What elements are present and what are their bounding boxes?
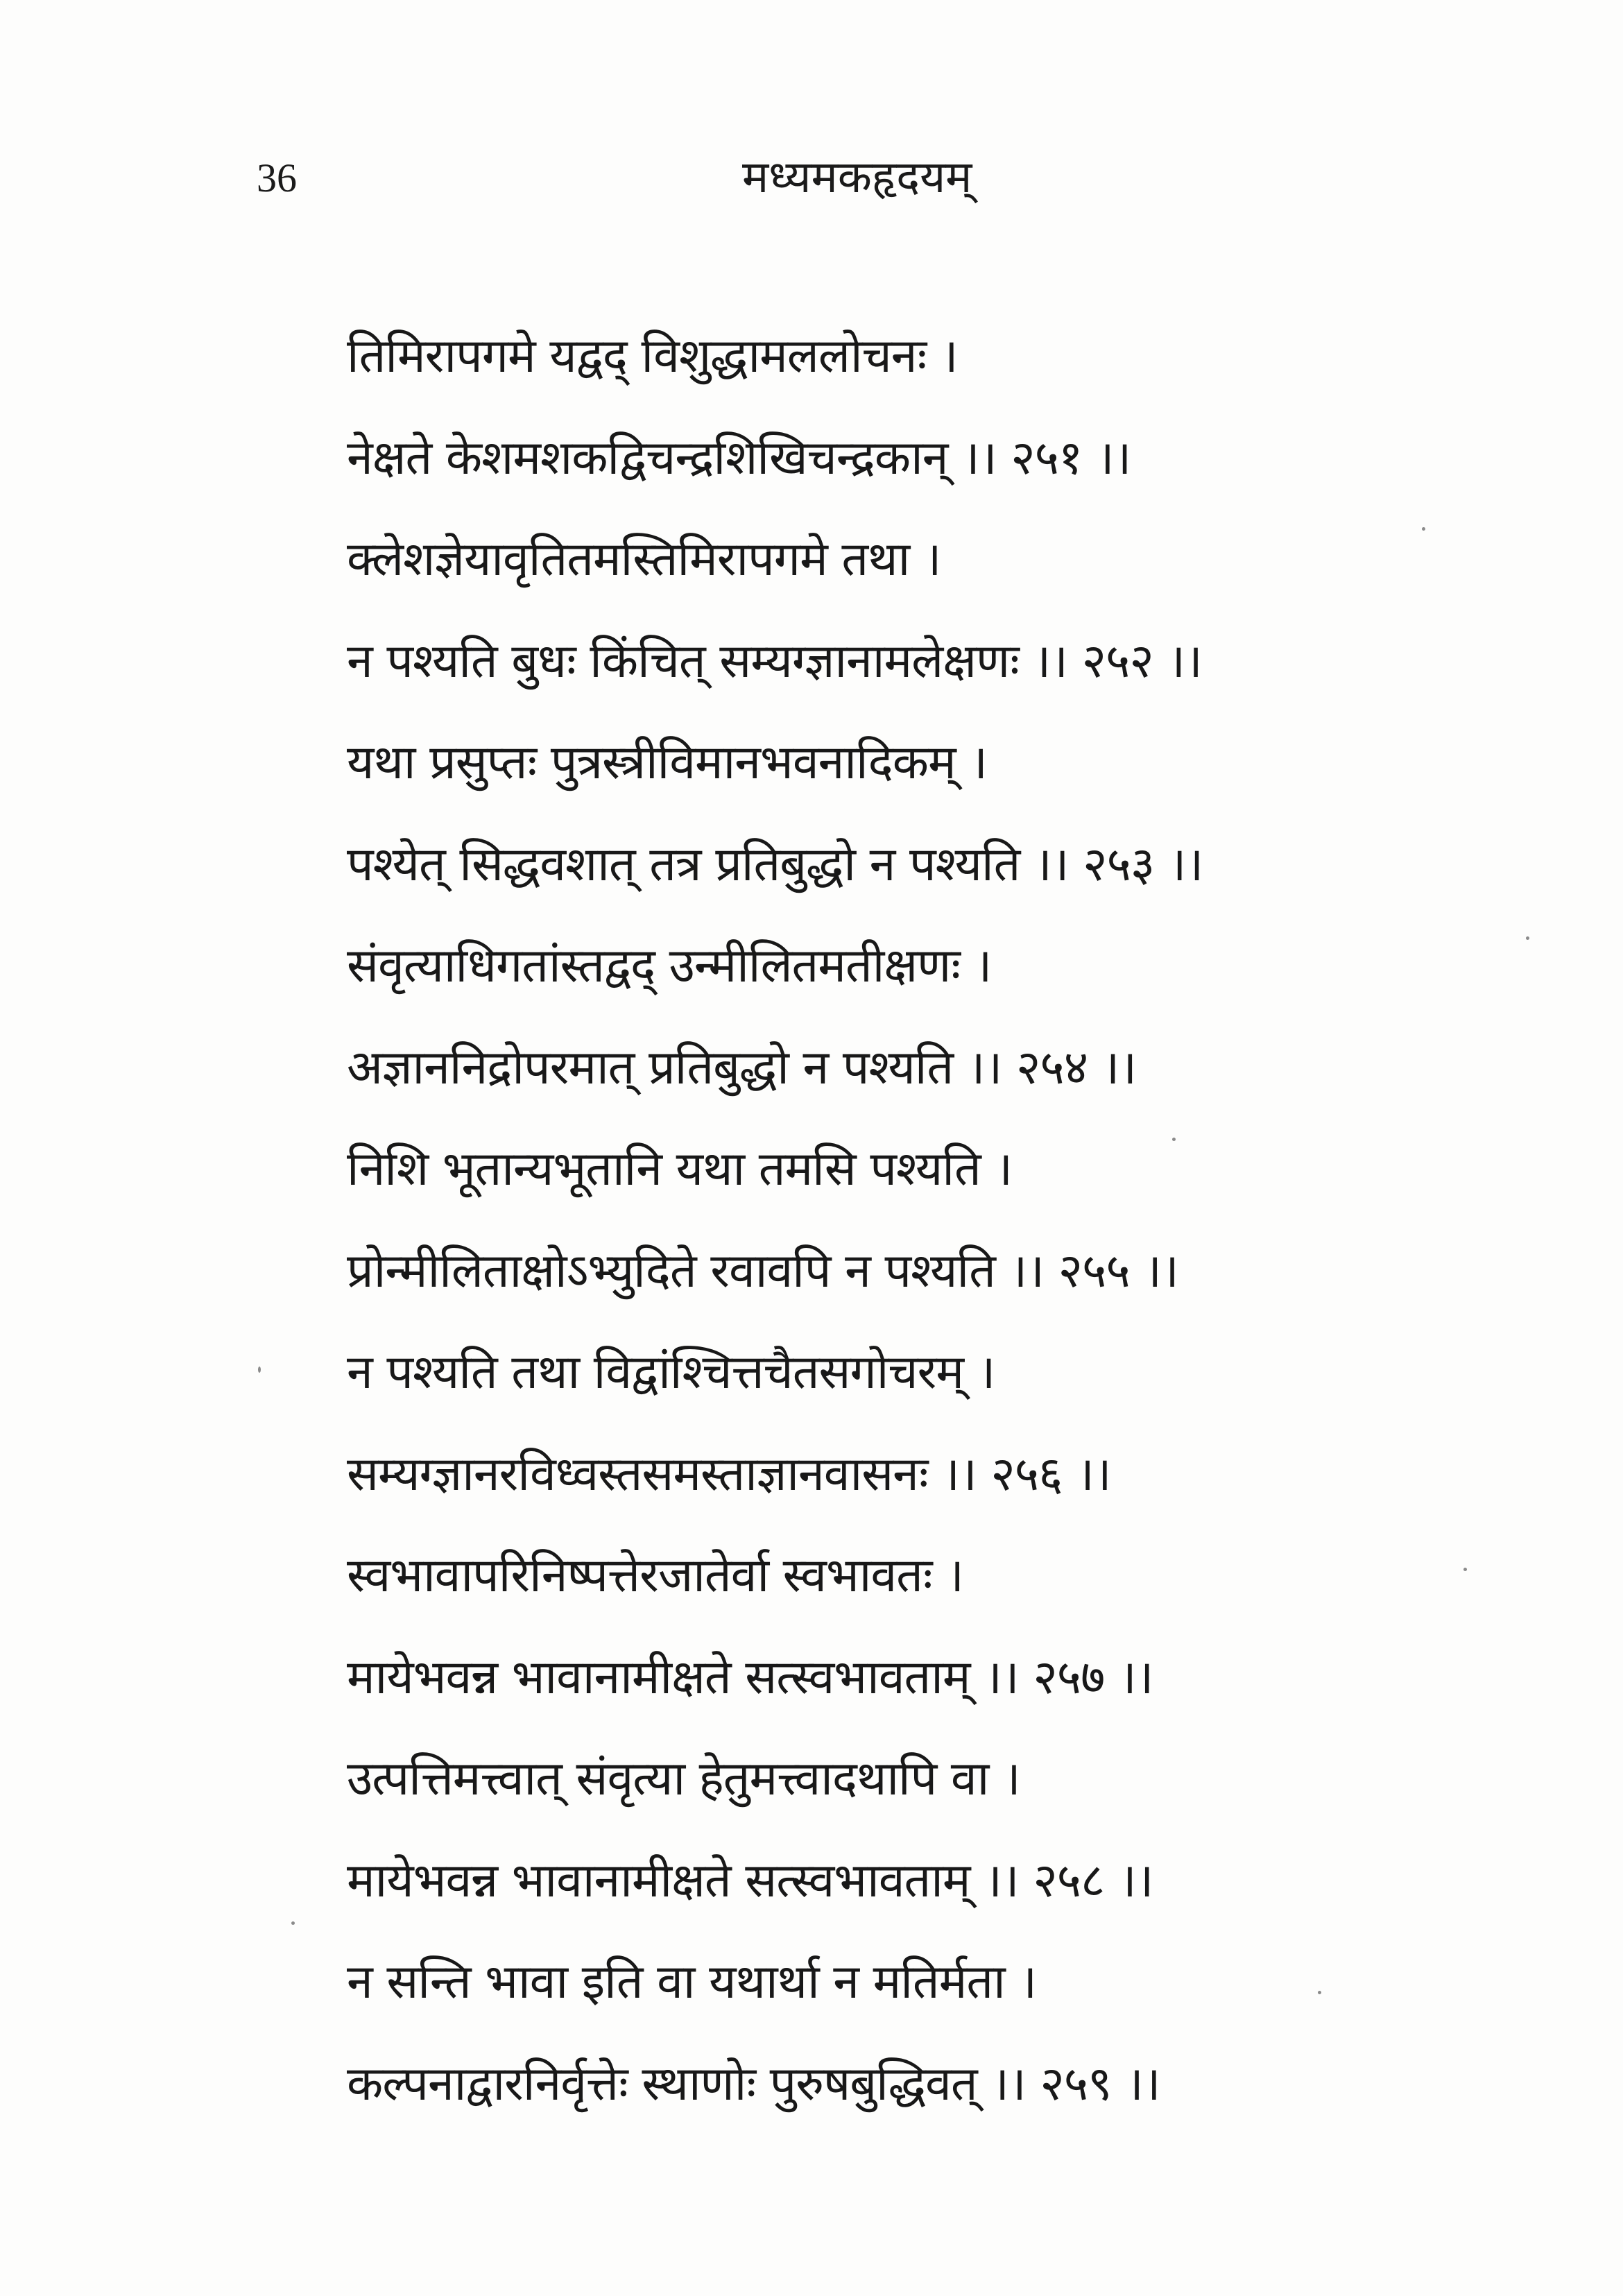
page-number: 36 bbox=[257, 155, 297, 200]
running-title: मध्यमकहृदयम् bbox=[742, 152, 972, 203]
verse-line-first: तिमिरापगमे यद्वद् विशुद्धामललोचनः । bbox=[347, 329, 958, 384]
verse-256 bbox=[347, 1321, 1429, 1525]
verse-line-second: सम्यग्ज्ञानरविध्वस्तसमस्ताज्ञानवासनः ।। २५६ ।। bbox=[347, 1447, 1111, 1502]
verse-line-first: क्लेशज्ञेयावृतितमस्तिमिरापगमे तथा । bbox=[347, 532, 941, 587]
verse-line-first: न पश्यति तथा विद्वांश्चित्तचैतसगोचरम् । bbox=[347, 1345, 995, 1400]
verse-255 bbox=[347, 1118, 1429, 1321]
verse-line-first: यथा प्रसुप्तः पुत्रस्त्रीविमानभवनादिकम् । bbox=[347, 735, 987, 790]
verse-253 bbox=[347, 712, 1429, 915]
verse-257 bbox=[347, 1525, 1429, 1728]
scan-speck bbox=[291, 1921, 295, 1925]
verse-251 bbox=[347, 305, 1429, 508]
verse-line-second: कल्पनाद्वारनिर्वृत्तेः स्थाणोः पुरुषबुद्धिवत् ।। २५९ ।। bbox=[347, 2057, 1160, 2111]
scan-speck bbox=[258, 1367, 261, 1373]
verse-line-first: स्वभावापरिनिष्पत्तेरजातेर्वा स्वभावतः । bbox=[347, 1548, 964, 1603]
verse-line-first: निशि भूतान्यभूतानि यथा तमसि पश्यति । bbox=[347, 1142, 1013, 1197]
scan-speck bbox=[1526, 936, 1529, 940]
verse-line-second: प्रोन्मीलिताक्षोऽभ्युदिते रवावपि न पश्यति ।। २५५ ।। bbox=[347, 1244, 1178, 1299]
verse-258 bbox=[347, 1728, 1429, 1931]
verse-line-first: उत्पत्तिमत्त्वात् संवृत्या हेतुमत्त्वादथापि वा । bbox=[347, 1751, 1020, 1806]
verse-line-second: पश्येत् सिद्धवशात् तत्र प्रतिबुद्धो न पश्यति ।। २५३ ।। bbox=[347, 837, 1203, 892]
scan-speck bbox=[1172, 1138, 1176, 1141]
verse-line-second: नेक्षते केशमशकद्विचन्द्रशिखिचन्द्रकान् ।। २५१ ।। bbox=[347, 431, 1131, 486]
scan-speck bbox=[1318, 1991, 1321, 1994]
scan-speck bbox=[1463, 1568, 1467, 1571]
scan-speck bbox=[1422, 527, 1425, 531]
verse-252 bbox=[347, 508, 1429, 712]
verse-list bbox=[347, 305, 1429, 2134]
verse-line-first: न सन्ति भावा इति वा यथार्था न मतिर्मता । bbox=[347, 1955, 1037, 2010]
verse-254 bbox=[347, 915, 1429, 1118]
verse-259 bbox=[347, 1931, 1429, 2134]
verse-line-second: मायेभवन्न भावानामीक्षते सत्स्वभावताम् ।। २५८ ।। bbox=[347, 1853, 1153, 1908]
verse-line-second: न पश्यति बुधः किंचित् सम्यग्ज्ञानामलेक्षणः ।। २५२ ।। bbox=[347, 634, 1202, 689]
verse-line-second: मायेभवन्न भावानामीक्षते सत्स्वभावताम् ।। २५७ ।। bbox=[347, 1650, 1153, 1705]
verse-line-first: संवृत्याधिगतांस्तद्वद् उन्मीलितमतीक्षणः । bbox=[347, 939, 992, 993]
verse-line-second: अज्ञाननिद्रोपरमात् प्रतिबुद्धो न पश्यति ।। २५४ ।। bbox=[347, 1040, 1137, 1095]
